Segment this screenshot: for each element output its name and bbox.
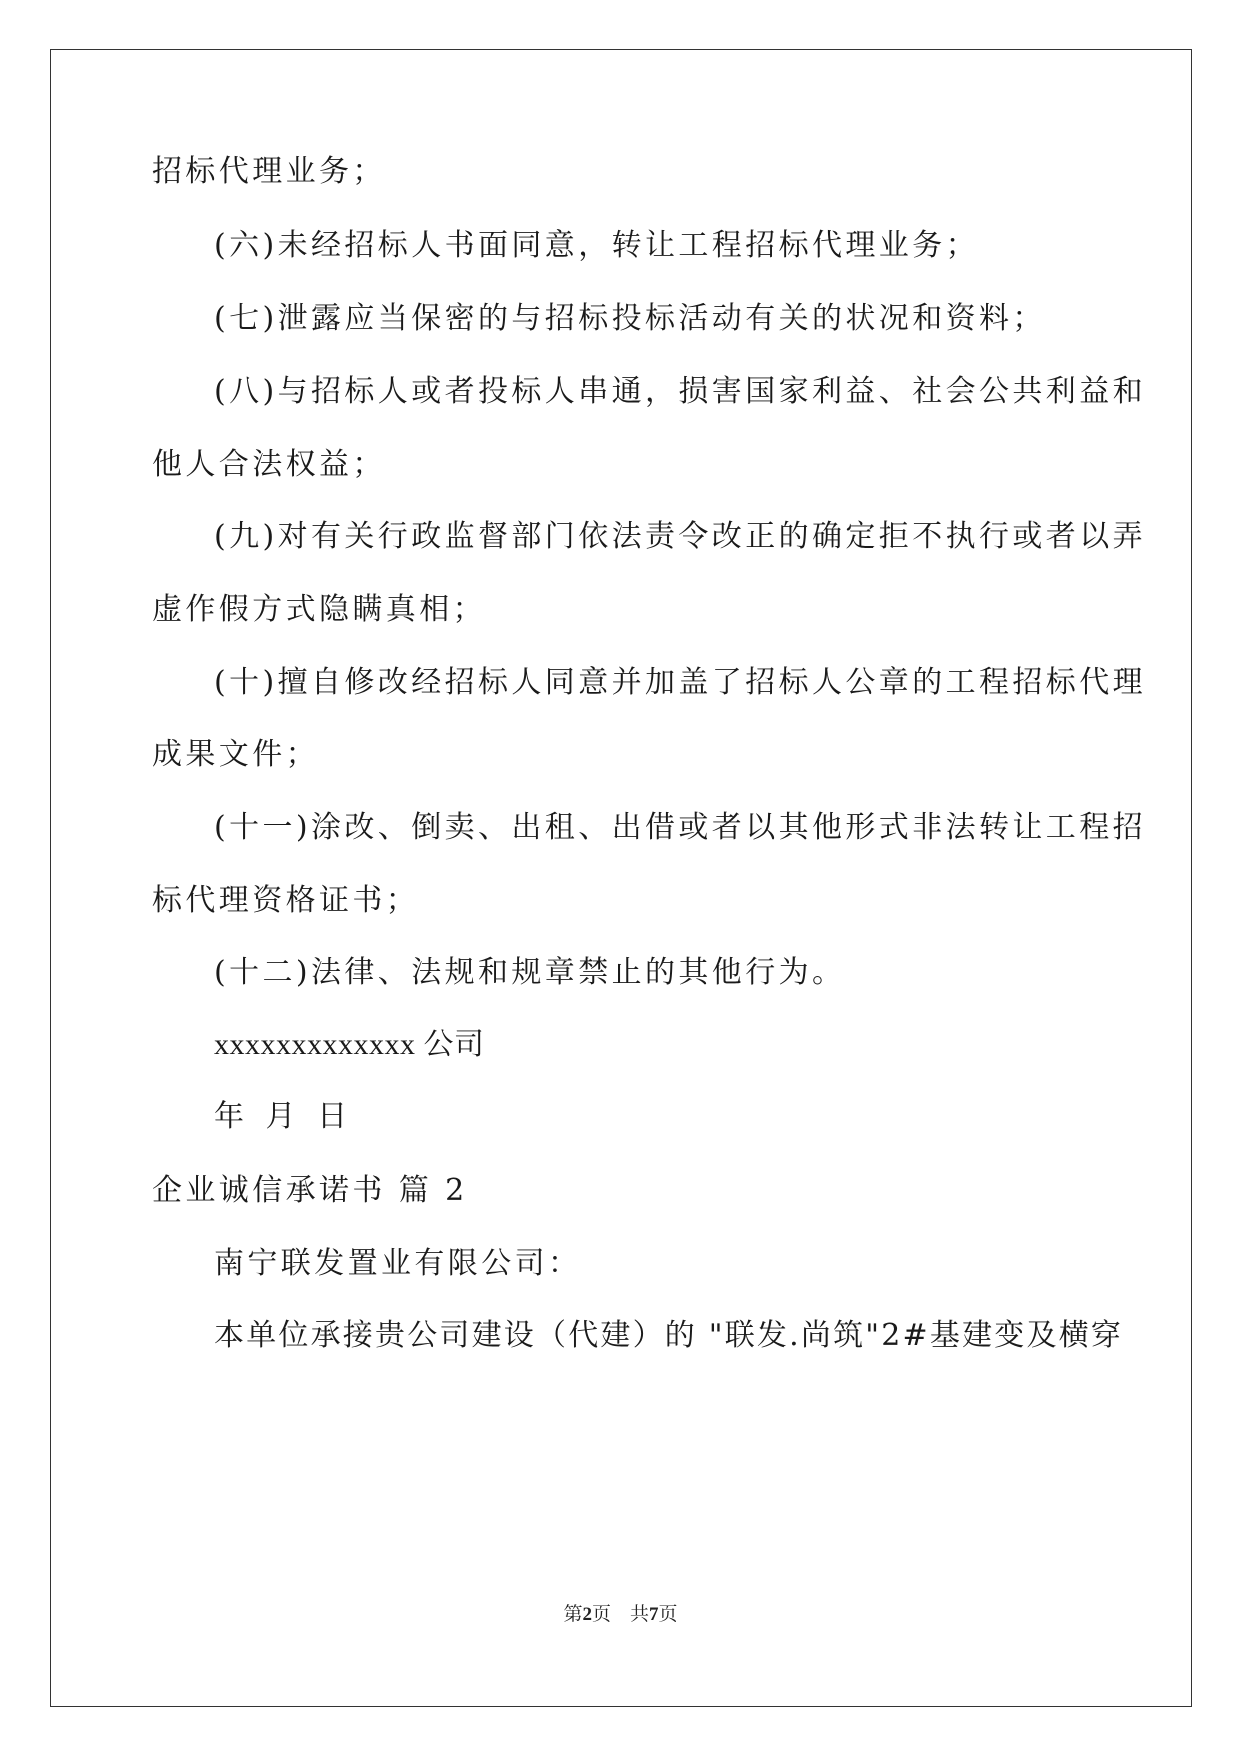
page-footer — [0, 1599, 1241, 1626]
addressee: 南宁联发置业有限公司： — [214, 1246, 582, 1281]
text-line-9: 成果文件； — [152, 737, 319, 772]
footer-page-current: 2 — [582, 1604, 592, 1625]
text-line-1: 招标代理业务； — [152, 154, 386, 189]
signature-date: 年 月 日 — [214, 1099, 354, 1134]
page-border — [50, 49, 1192, 1707]
text-line-4: (八)与招标人或者投标人串通，损害国家利益、社会公共利益和 — [214, 374, 1147, 409]
text-line-11: 标代理资格证书； — [152, 883, 420, 918]
text-line-8: (十)擅自修改经招标人同意并加盖了招标人公章的工程招标代理 — [214, 665, 1147, 700]
text-line-10: (十一)涂改、倒卖、出租、出借或者以其他形式非法转让工程招 — [214, 810, 1147, 845]
footer-prefix: 第 — [563, 1603, 583, 1625]
text-line-6: (九)对有关行政监督部门依法责令改正的确定拒不执行或者以弄 — [214, 519, 1147, 554]
text-line-3: (七)泄露应当保密的与招标投标活动有关的状况和资料； — [214, 301, 1046, 336]
text-line-7: 虚作假方式隐瞒真相； — [152, 592, 486, 627]
section-title: 企业诚信承诺书 篇 2 — [152, 1173, 468, 1208]
text-line-5: 他人合法权益； — [152, 447, 386, 482]
text-line-12: (十二)法律、法规和规章禁止的其他行为。 — [214, 955, 846, 990]
footer-mid: 页 共 — [591, 1603, 649, 1625]
company-signature: xxxxxxxxxxxxx 公司 — [214, 1028, 485, 1061]
text-line-17: 本单位承接贵公司建设（代建）的 "联发.尚筑"2#基建变及横穿 — [214, 1318, 1124, 1353]
footer-suffix: 页 — [658, 1603, 678, 1625]
text-line-2: (六)未经招标人书面同意，转让工程招标代理业务； — [214, 228, 980, 263]
footer-page-total: 7 — [649, 1604, 659, 1625]
